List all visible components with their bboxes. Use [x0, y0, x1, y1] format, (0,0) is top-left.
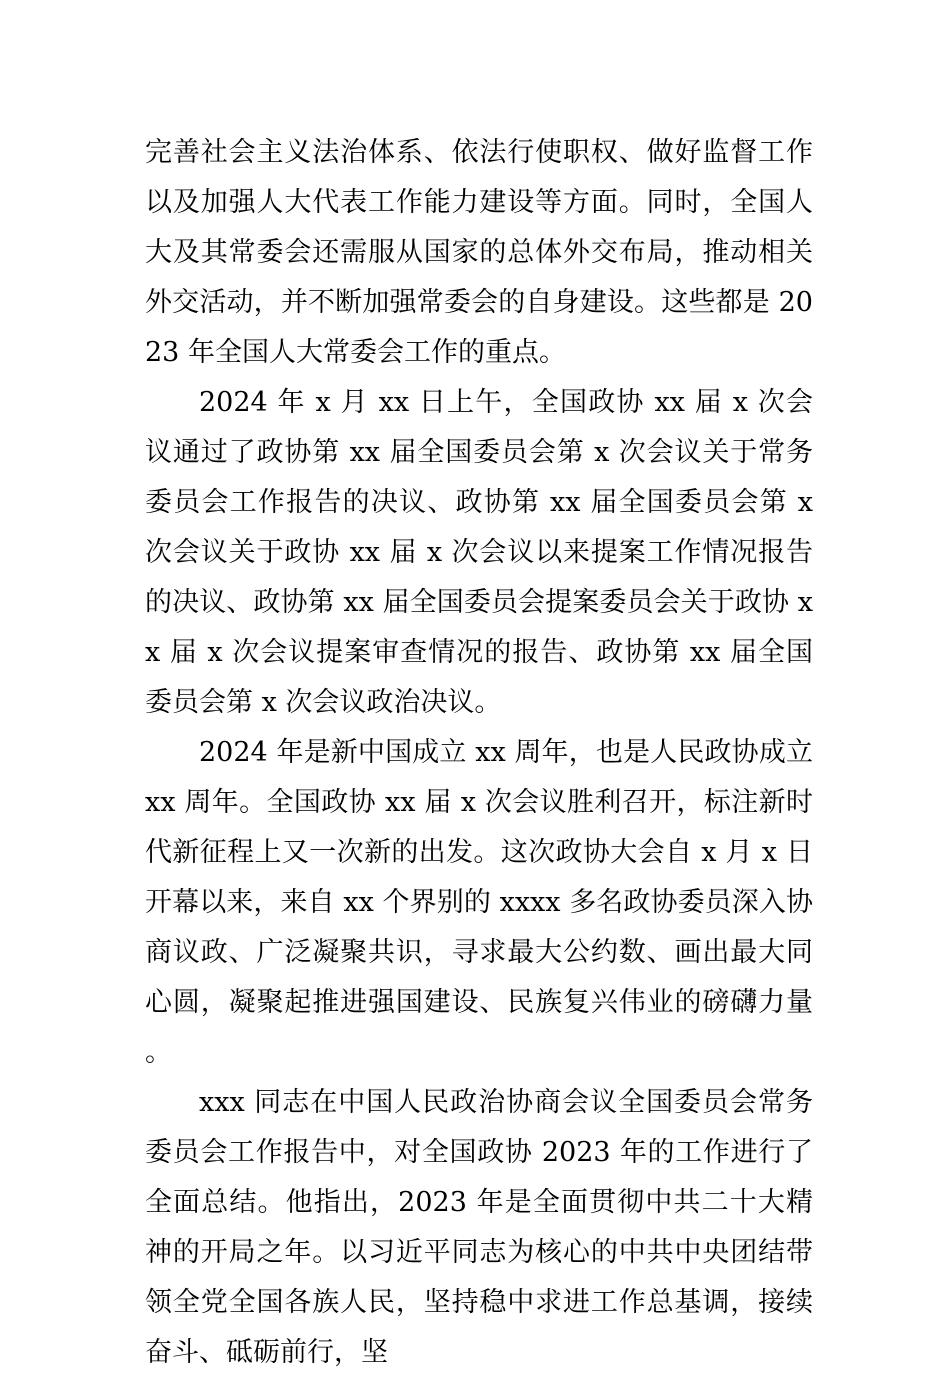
paragraph-2: 2024 年 x 月 xx 日上午，全国政协 xx 届 x 次会议通过了政协第 xx 届全国委员会第 x 次会议关于常务委员会工作报告的决议、政协第 xx 届全国委员会第 x 次会议关于政协 xx 届 x 次会议以来提案工作情况报告的决议、政协第 xx 届全国委员会提案委员会关于政协 xx 届 x 次会议提案审查情况的报告、政协第 xx 届全国委员会第 x 次会议政治决议。: [145, 387, 813, 718]
document-body: [145, 128, 813, 1378]
paragraph-1: 完善社会主义法治体系、依法行使职权、做好监督工作以及加强人大代表工作能力建设等方面。同时，全国人大及其常委会还需服从国家的总体外交布局，推动相关外交活动，并不断加强常委会的自身建设。这些都是 2023 年全国人大常委会工作的重点。: [145, 137, 813, 368]
paragraph-4: xxx 同志在中国人民政治协商会议全国委员会常务委员会工作报告中，对全国政协 2023 年的工作进行了全面总结。他指出，2023 年是全面贯彻中共二十大精神的开局之年。以习近平同志为核心的中共中央团结带领全党全国各族人民，坚持稳中求进工作总基调，接续奋斗、砥砺前行，坚: [145, 1087, 813, 1368]
paragraph-3: 2024 年是新中国成立 xx 周年，也是人民政协成立 xx 周年。全国政协 xx 届 x 次会议胜利召开，标注新时代新征程上又一次新的出发。这次政协大会自 x 月 x 日开幕以来，来自 xx 个界别的 xxxx 多名政协委员深入协商议政、广泛凝聚共识，寻求最大公约数、画出最大同心圆，凝聚起推进强国建设、民族复兴伟业的磅礴力量。: [145, 737, 813, 1068]
